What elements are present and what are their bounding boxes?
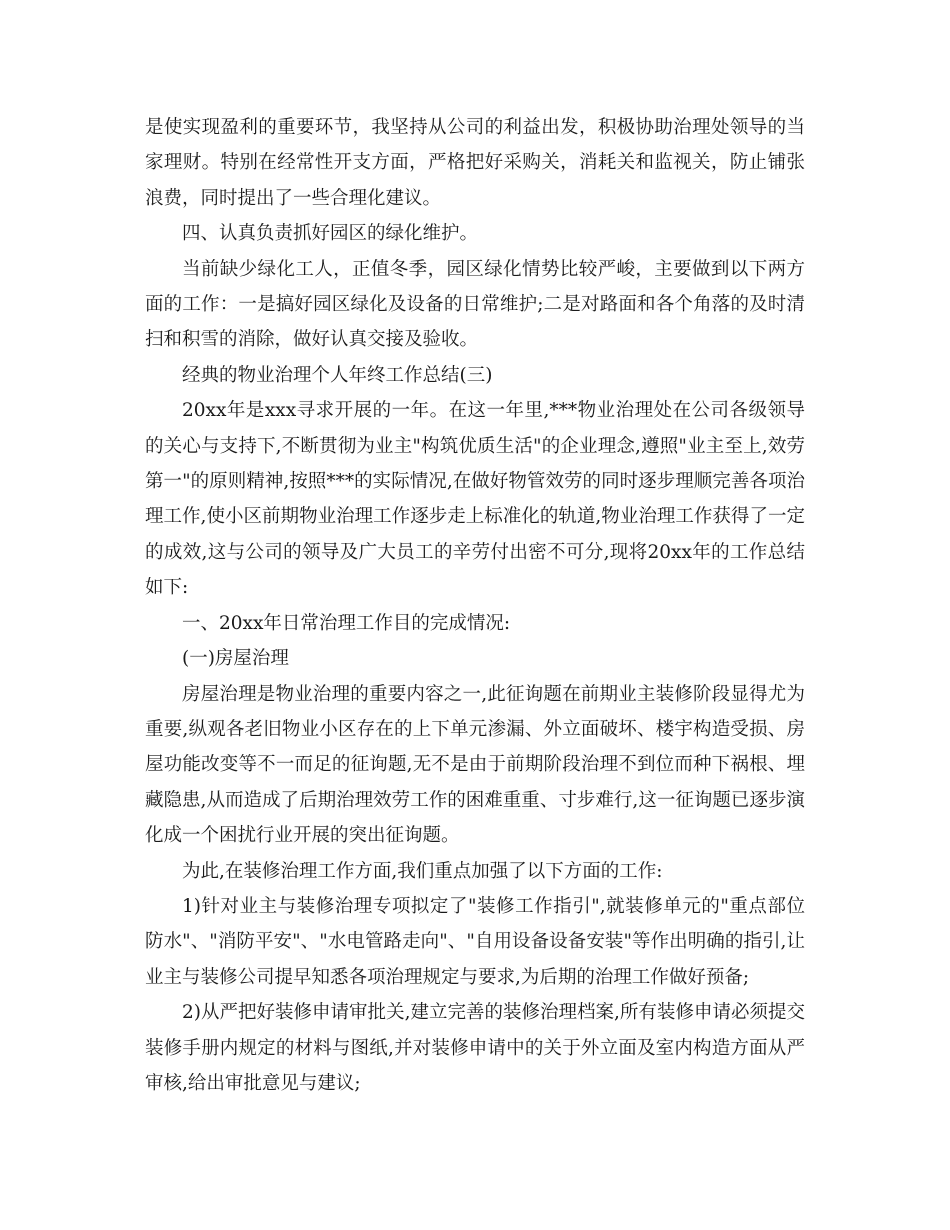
paragraph-greening-work: 当前缺少绿化工人，正值冬季，园区绿化情势比较严峻，主要做到以下两方面的工作：一是搞好园区绿化及设备的日常维护;二是对路面和各个角落的及时清扫和积雪的消除，做好认真交接及验收。 — [145, 258, 805, 351]
paragraph-financial-management: 是使实现盈利的重要环节，我坚持从公司的利益出发，积极协助治理处领导的当家理财。特别在经常性开支方面，严格把好采购关，消耗关和监视关，防止铺张浪费，同时提出了一些合理化建议。 — [145, 117, 805, 209]
list-item-renovation-guide: 1)针对业主与装修治理专项拟定了"装修工作指引",就装修单元的"重点部位防水"、"消防平安"、"水电管路走向"、"自用设备设备安装"等作出明确的指引,让业主与装修公司提早知悉各项治理规定与要求,为后期的治理工作做好预备; — [145, 895, 805, 988]
section-heading-daily-management: 一、20xx年日常治理工作目的完成情况: — [182, 612, 511, 634]
paragraph-renovation-intro: 为此,在装修治理工作方面,我们重点加强了以下方面的工作: — [182, 860, 663, 882]
list-item-renovation-approval: 2)从严把好装修申请审批关,建立完善的装修治理档案,所有装修申请必须提交装修手册内规定的材料与图纸,并对装修申请中的关于外立面及室内构造方面从严审核,给出审批意见与建议; — [145, 1002, 805, 1094]
paragraph-year-overview: 20xx年是xxx寻求开展的一年。在这一年里,***物业治理处在公司各级领导的关心与支持下,不断贯彻为业主"构筑优质生活"的企业理念,遵照"业主至上,效劳第一"的原则精神,按照***的实际情况,在做好物管效劳的同时逐步理顺完善各项治理工作,使小区前期物业治理工作逐步走上标准化的轨道,物业治理工作获得了一定的成效,这与公司的领导及广大员工的辛劳付出密不可分,现将20xx年的工作总结如下: — [145, 400, 805, 599]
section-heading-greening: 四、认真负责抓好园区的绿化维护。 — [182, 223, 479, 245]
subsection-heading-housing: (一)房屋治理 — [182, 648, 289, 670]
paragraph-housing-management: 房屋治理是物业治理的重要内容之一,此征询题在前期业主装修阶段显得尤为重要,纵观各老旧物业小区存在的上下单元渗漏、外立面破坏、楼宇构造受损、房屋功能改变等不一而足的征询题,无不是由于前期阶段治理不到位而种下祸根、埋藏隐患,从而造成了后期治理效劳工作的困难重重、寸步难行,这一征询题已逐步演化成一个困扰行业开展的突出征询题。 — [145, 683, 805, 847]
article-title: 经典的物业治理个人年终工作总结(三) — [182, 364, 493, 386]
document-body — [145, 110, 805, 1101]
